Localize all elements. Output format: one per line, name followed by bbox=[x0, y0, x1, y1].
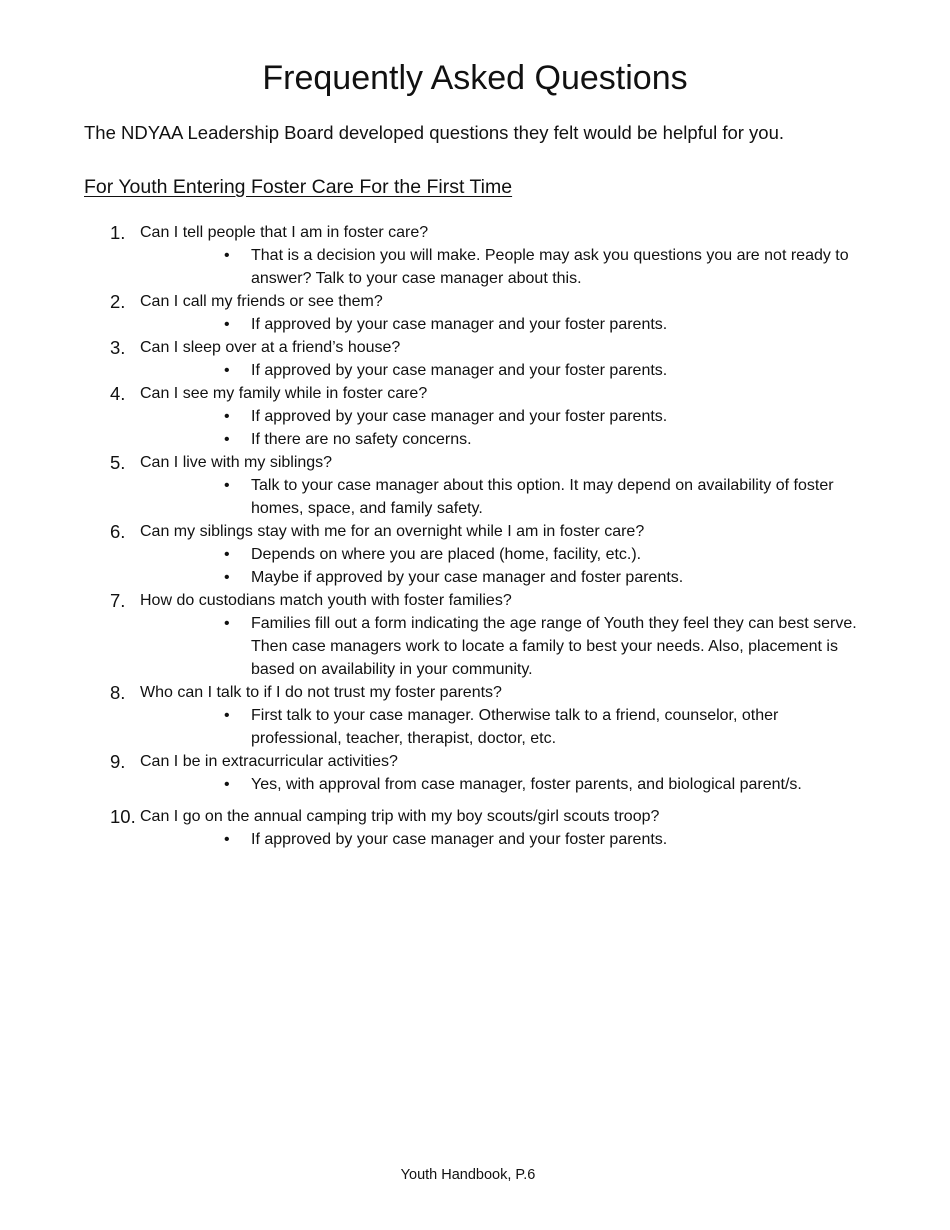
faq-item bbox=[0, 520, 950, 589]
answer-list bbox=[140, 313, 950, 336]
answer-text: If approved by your case manager and your foster parents. bbox=[251, 831, 668, 848]
bullet-icon: • bbox=[224, 431, 230, 448]
answer-item bbox=[140, 405, 865, 428]
answer-list bbox=[140, 543, 950, 589]
answer-list bbox=[140, 773, 950, 796]
bullet-icon: • bbox=[224, 408, 230, 425]
answer-text: If approved by your case manager and your foster parents. bbox=[251, 408, 668, 425]
intro-paragraph: The NDYAA Leadership Board developed questions they felt would be helpful for you. bbox=[84, 122, 785, 143]
answer-list bbox=[140, 612, 950, 681]
question-number: 6. bbox=[110, 521, 126, 542]
question-number: 3. bbox=[110, 337, 126, 358]
question-number: 10. bbox=[110, 806, 136, 827]
bullet-icon: • bbox=[224, 247, 230, 264]
bullet-icon: • bbox=[224, 615, 230, 632]
faq-item bbox=[0, 681, 950, 750]
answer-list bbox=[140, 244, 950, 290]
answer-text: If there are no safety concerns. bbox=[251, 431, 472, 448]
faq-item bbox=[0, 589, 950, 681]
bullet-icon: • bbox=[224, 569, 230, 586]
answer-text: Yes, with approval from case manager, foster parents, and biological parent/s. bbox=[251, 776, 802, 793]
answer-text: Depends on where you are placed (home, facility, etc.). bbox=[251, 546, 642, 563]
question-text: Can my siblings stay with me for an overnight while I am in foster care? bbox=[140, 523, 645, 540]
answer-item bbox=[140, 244, 865, 290]
question-text: How do custodians match youth with foster families? bbox=[140, 592, 512, 609]
question-text: Can I be in extracurricular activities? bbox=[140, 753, 398, 770]
page-footer: Youth Handbook, P.6 bbox=[400, 1167, 536, 1183]
question-number: 2. bbox=[110, 291, 126, 312]
answer-item bbox=[140, 313, 865, 336]
question-text: Can I go on the annual camping trip with my boy scouts/girl scouts troop? bbox=[140, 808, 660, 825]
answer-item bbox=[140, 543, 865, 566]
answer-text: First talk to your case manager. Otherwise talk to a friend, counselor, other professional, teacher, therapist, doctor, etc. bbox=[251, 707, 779, 747]
bullet-icon: • bbox=[224, 546, 230, 563]
faq-item bbox=[0, 805, 950, 851]
bullet-icon: • bbox=[224, 316, 230, 333]
question-text: Can I tell people that I am in foster care? bbox=[140, 224, 429, 241]
answer-list bbox=[140, 359, 950, 382]
bullet-icon: • bbox=[224, 831, 230, 848]
bullet-icon: • bbox=[224, 776, 230, 793]
question-number: 1. bbox=[110, 222, 126, 243]
bullet-icon: • bbox=[224, 477, 230, 494]
bullet-icon: • bbox=[224, 362, 230, 379]
faq-item bbox=[0, 750, 950, 796]
question-number: 5. bbox=[110, 452, 126, 473]
faq-item bbox=[0, 382, 950, 451]
faq-item bbox=[0, 290, 950, 336]
answer-item bbox=[140, 773, 865, 796]
answer-item bbox=[140, 428, 865, 451]
question-text: Who can I talk to if I do not trust my foster parents? bbox=[140, 684, 502, 701]
answer-item bbox=[140, 704, 865, 750]
question-text: Can I call my friends or see them? bbox=[140, 293, 383, 310]
answer-text: If approved by your case manager and your foster parents. bbox=[251, 316, 668, 333]
faq-item bbox=[0, 451, 950, 520]
answer-text: Maybe if approved by your case manager and foster parents. bbox=[251, 569, 684, 586]
bullet-icon: • bbox=[224, 707, 230, 724]
answer-text: Families fill out a form indicating the age range of Youth they feel they can best serve. Then case managers work to locate a family to best your needs. Also, placement is based on availability in your community. bbox=[251, 615, 857, 678]
answer-item bbox=[140, 566, 865, 589]
question-number: 8. bbox=[110, 682, 126, 703]
answer-text: If approved by your case manager and your foster parents. bbox=[251, 362, 668, 379]
question-number: 4. bbox=[110, 383, 126, 404]
section-heading: For Youth Entering Foster Care For the First Time bbox=[84, 176, 513, 198]
answer-text: That is a decision you will make. People may ask you questions you are not ready to answer? Talk to your case manager about this. bbox=[251, 247, 849, 287]
faq-item bbox=[0, 336, 950, 382]
answer-item bbox=[140, 828, 865, 851]
answer-list bbox=[140, 704, 950, 750]
page-title: Frequently Asked Questions bbox=[262, 59, 688, 97]
question-number: 7. bbox=[110, 590, 126, 611]
answer-list bbox=[140, 474, 950, 520]
question-number: 9. bbox=[110, 751, 126, 772]
faq-list bbox=[0, 221, 950, 851]
answer-list bbox=[140, 405, 950, 451]
answer-text: Talk to your case manager about this option. It may depend on availability of foster homes, space, and family safety. bbox=[251, 477, 834, 517]
question-text: Can I sleep over at a friend’s house? bbox=[140, 339, 401, 356]
answer-list bbox=[140, 828, 950, 851]
faq-item bbox=[0, 221, 950, 290]
question-text: Can I see my family while in foster care? bbox=[140, 385, 428, 402]
question-text: Can I live with my siblings? bbox=[140, 454, 333, 471]
answer-item bbox=[140, 359, 865, 382]
answer-item bbox=[140, 612, 865, 681]
answer-item bbox=[140, 474, 865, 520]
